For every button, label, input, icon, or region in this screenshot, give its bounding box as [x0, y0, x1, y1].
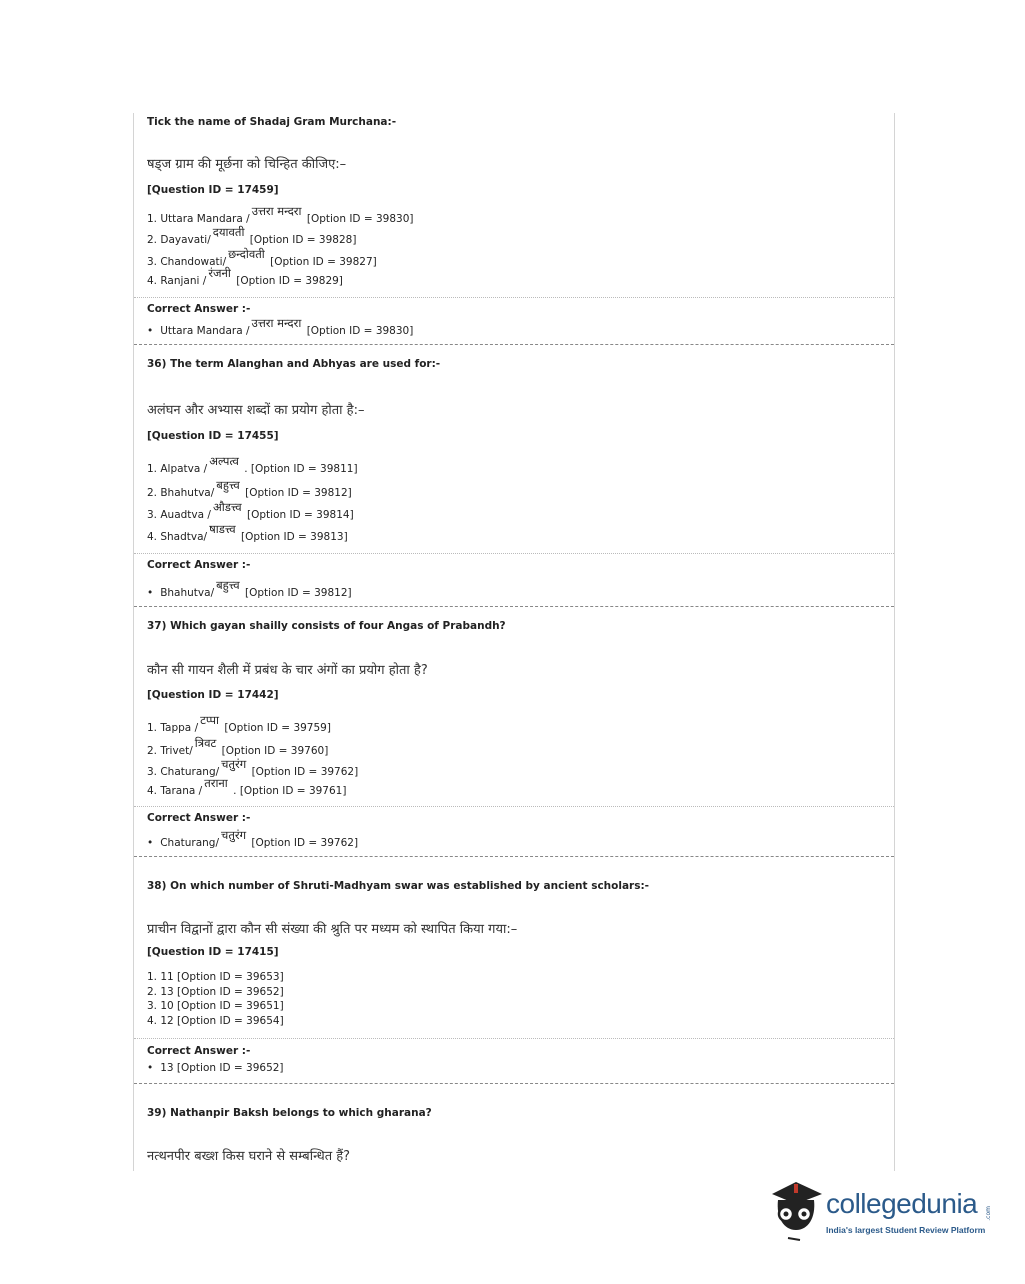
q35-answer-label: Correct Answer :-	[147, 303, 251, 315]
q35-hindi: षड्ज ग्राम की मूर्छना को चिन्हित कीजिए:–	[147, 157, 347, 172]
q38-title: 38) On which number of Shruti-Madhyam swar was established by ancient scholars:-	[147, 880, 650, 892]
divider	[134, 297, 894, 298]
student-mascot-icon	[766, 1178, 824, 1244]
section-divider	[134, 1083, 894, 1084]
q36-option-1: 1. Alpatva /अल्पत्व . [Option ID = 39811]	[147, 454, 358, 475]
q36-question-id: [Question ID = 17455]	[147, 430, 279, 442]
q35-option-2: 2. Dayavati/दयावती [Option ID = 39828]	[147, 225, 357, 246]
q35-option-3: 3. Chandowati/छन्दोवती [Option ID = 39827]	[147, 247, 377, 268]
q38-option-1: 1. 11 [Option ID = 39653]	[147, 971, 284, 983]
divider	[134, 806, 894, 807]
section-divider	[134, 856, 894, 857]
q38-correct-answer: • 13 [Option ID = 39652]	[147, 1062, 284, 1074]
q39-hindi: नत्थनपीर बख्श किस घराने से सम्बन्धित हैं?	[147, 1149, 351, 1164]
section-divider	[134, 606, 894, 607]
q36-option-3: 3. Auadtva /औडत्त्व [Option ID = 39814]	[147, 500, 354, 521]
q38-option-3: 3. 10 [Option ID = 39651]	[147, 1000, 284, 1012]
question-paper-page	[133, 113, 895, 1171]
q37-option-1: 1. Tappa /टप्पा [Option ID = 39759]	[147, 713, 331, 734]
q38-option-2: 2. 13 [Option ID = 39652]	[147, 986, 284, 998]
logo-brand: collegedunia	[826, 1188, 978, 1219]
q37-correct-answer: • Chaturang/चतुरंग [Option ID = 39762]	[147, 835, 358, 850]
q35-option-1: 1. Uttara Mandara /उत्तरा मन्दरा [Option ID = 39830]	[147, 204, 414, 225]
q36-hindi: अलंघन और अभ्यास शब्दों का प्रयोग होता है:–	[147, 403, 365, 418]
q36-option-4: 4. Shadtva/षाडत्त्व [Option ID = 39813]	[147, 522, 348, 543]
q38-hindi: प्राचीन विद्वानों द्वारा कौन सी संख्या की श्रुति पर मध्यम को स्थापित किया गया:–	[147, 922, 518, 937]
q35-question-id: [Question ID = 17459]	[147, 184, 279, 196]
section-divider	[134, 344, 894, 345]
q36-answer-label: Correct Answer :-	[147, 559, 251, 571]
logo-dotcom: .com	[985, 1206, 992, 1221]
logo-tagline: India's largest Student Review Platform	[826, 1225, 986, 1235]
q37-hindi: कौन सी गायन शैली में प्रबंध के चार अंगों का प्रयोग होता है?	[147, 663, 428, 678]
q37-answer-label: Correct Answer :-	[147, 812, 251, 824]
q36-option-2: 2. Bhahutva/बहुत्त्व [Option ID = 39812]	[147, 478, 352, 499]
q35-correct-answer: • Uttara Mandara /उत्तरा मन्दरा [Option ID = 39830]	[147, 323, 413, 338]
q38-answer-label: Correct Answer :-	[147, 1045, 251, 1057]
q38-option-4: 4. 12 [Option ID = 39654]	[147, 1015, 284, 1027]
q37-option-2: 2. Trivet/त्रिवट [Option ID = 39760]	[147, 736, 329, 757]
q38-question-id: [Question ID = 17415]	[147, 946, 279, 958]
q35-title: Tick the name of Shadaj Gram Murchana:-	[147, 116, 397, 128]
q37-option-4: 4. Tarana /तराना . [Option ID = 39761]	[147, 776, 347, 797]
q36-correct-answer: • Bhahutva/बहुत्त्व [Option ID = 39812]	[147, 585, 352, 600]
collegedunia-logo	[766, 1178, 996, 1248]
divider	[134, 553, 894, 554]
q36-title: 36) The term Alanghan and Abhyas are used for:-	[147, 358, 441, 370]
q35-option-4: 4. Ranjani /रंजनी [Option ID = 39829]	[147, 266, 343, 287]
q37-option-3: 3. Chaturang/चतुरंग [Option ID = 39762]	[147, 757, 359, 778]
divider	[134, 1038, 894, 1039]
q37-question-id: [Question ID = 17442]	[147, 689, 279, 701]
q39-title: 39) Nathanpir Baksh belongs to which gharana?	[147, 1107, 432, 1119]
q37-title: 37) Which gayan shailly consists of four Angas of Prabandh?	[147, 620, 506, 632]
